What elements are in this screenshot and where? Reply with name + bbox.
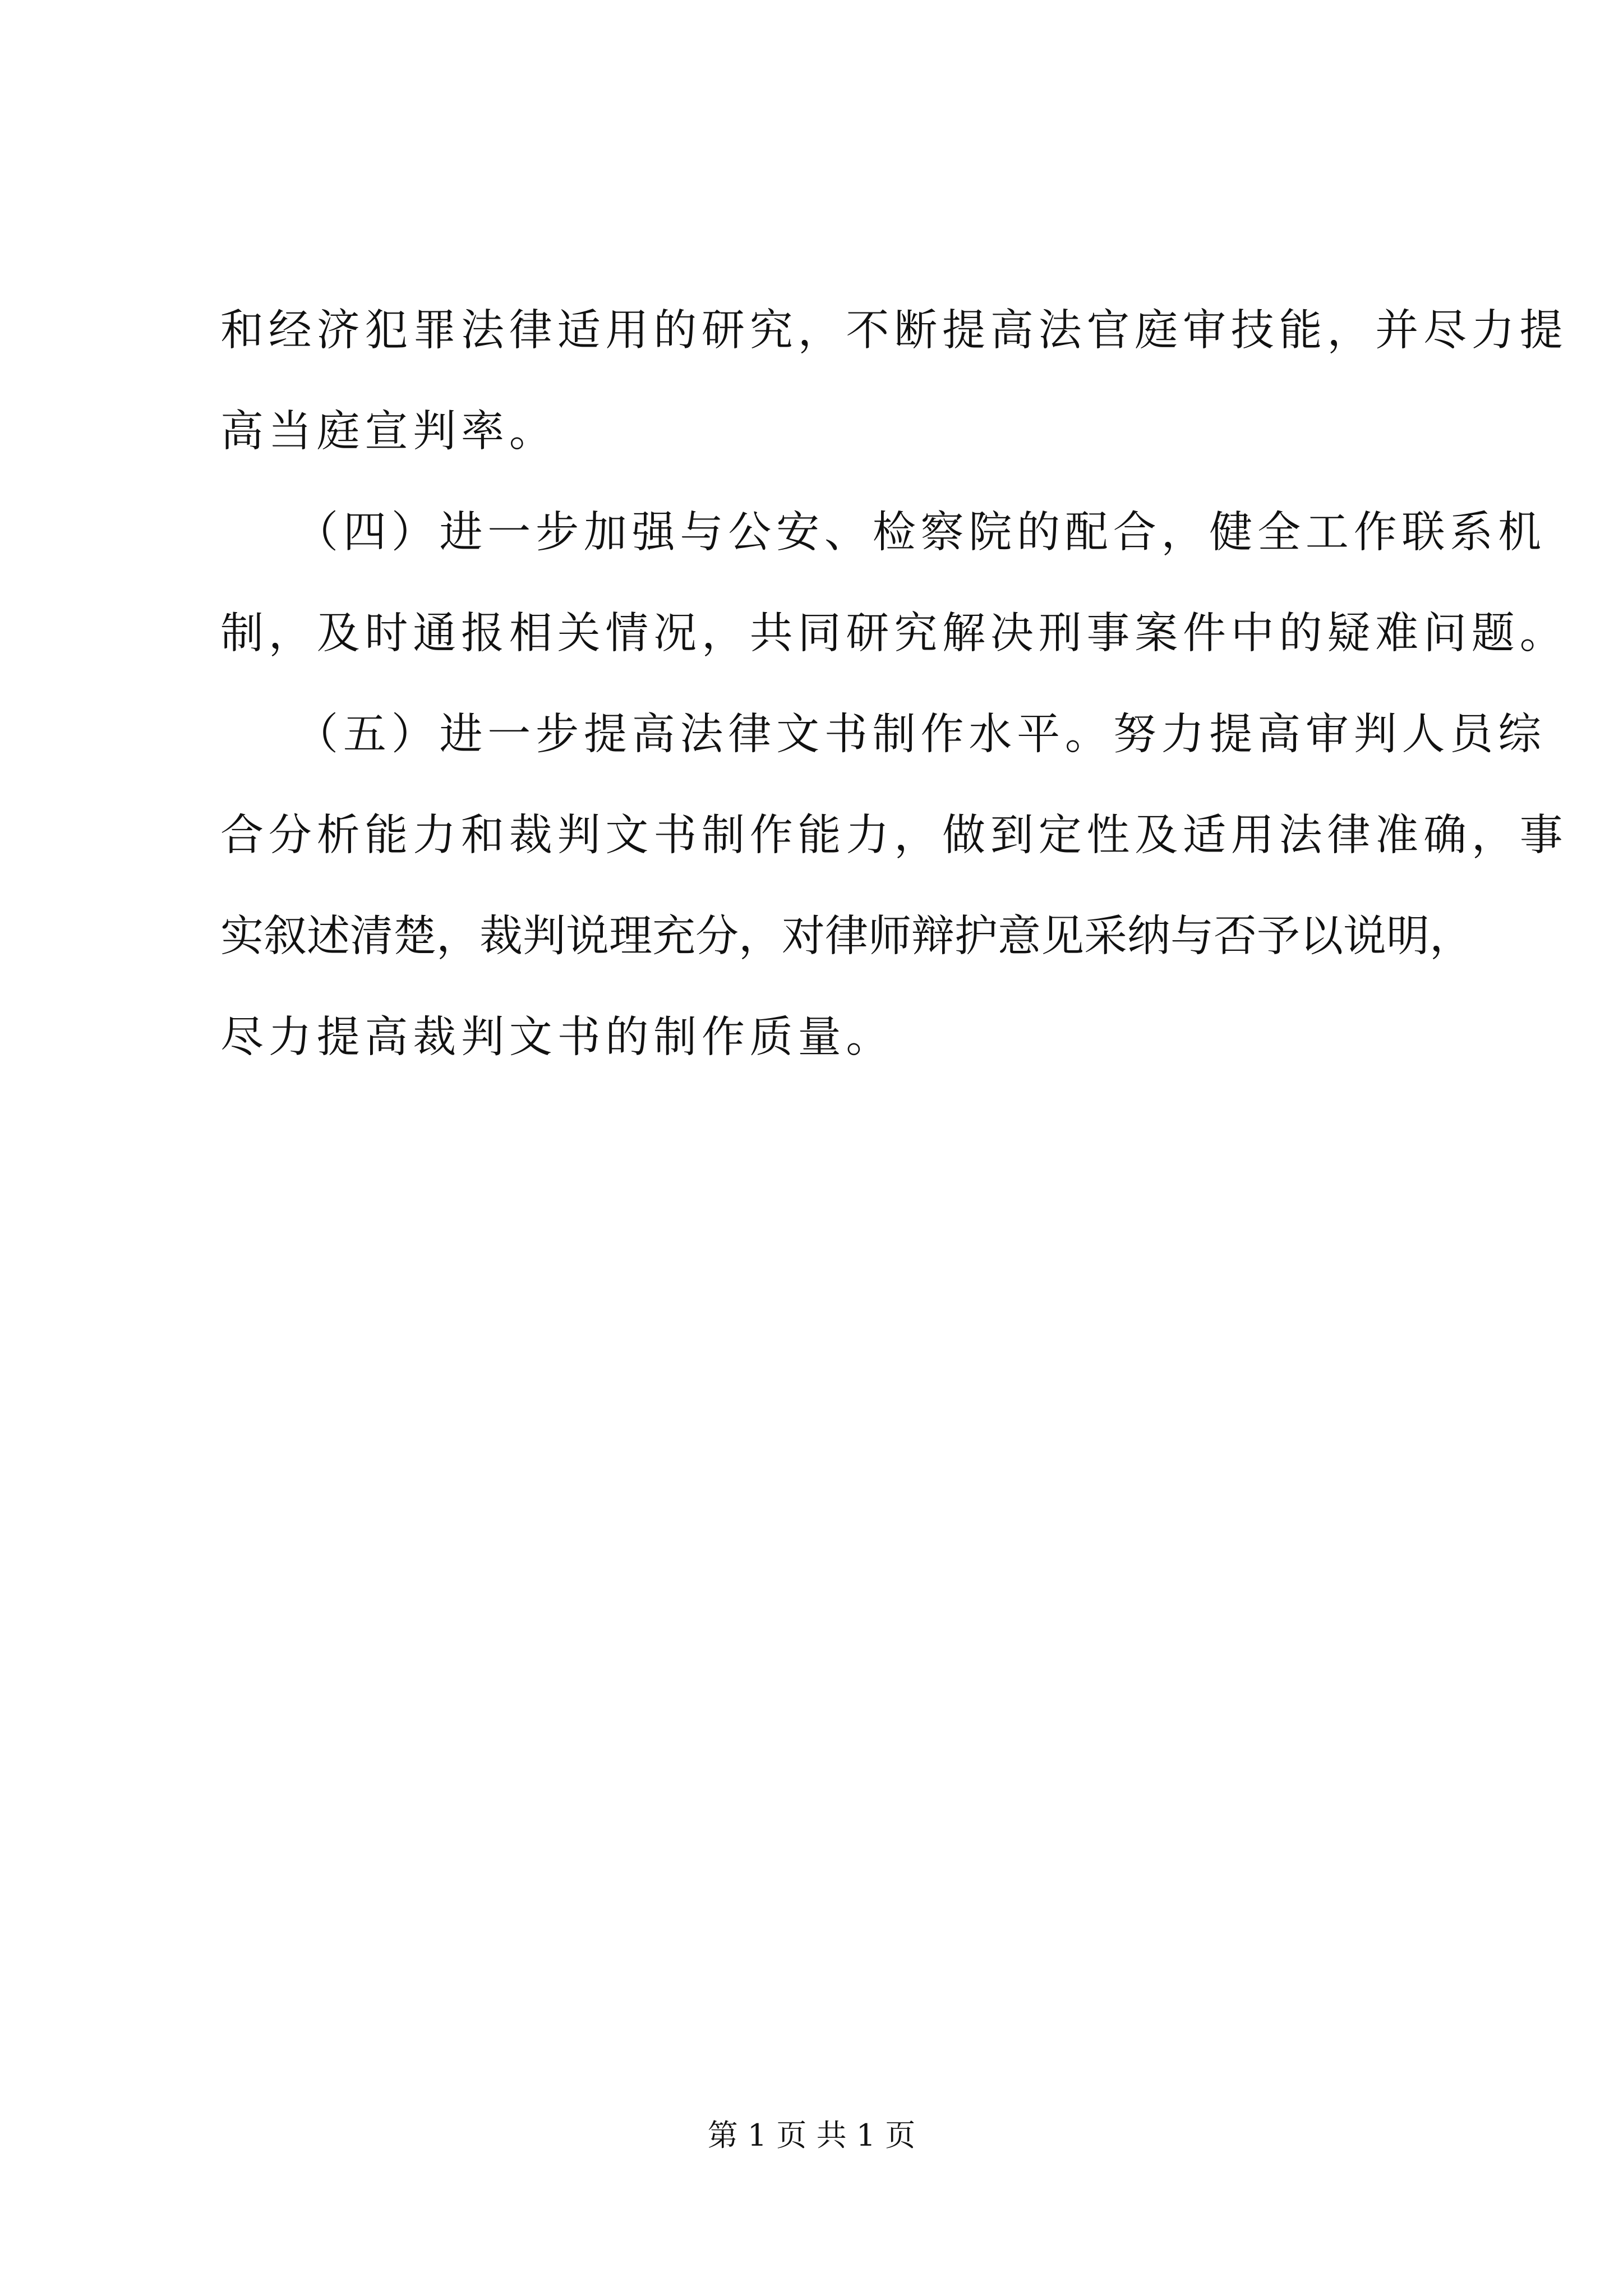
document-body <box>220 303 1568 1111</box>
text-line-8: 尽力提高裁判文书的制作质量。 <box>220 1013 895 1062</box>
text-line-2: 高当庭宣判率。 <box>220 407 557 457</box>
text-line-7: 实叙述清楚，裁判说理充分，对律师辩护意见采纳与否予以说明， <box>220 912 1473 961</box>
text-line-4: 制，及时通报相关情况，共同研究解决刑事案件中的疑难问题。 <box>220 609 1568 659</box>
page-number-footer: 第 1 页 共 1 页 <box>707 2118 916 2153</box>
text-line-5: （五）进一步提高法律文书制作水平。努力提高审判人员综 <box>220 710 1546 760</box>
text-line-1: 和经济犯罪法律适用的研究，不断提高法官庭审技能，并尽力提 <box>220 306 1568 356</box>
text-line-6: 合分析能力和裁判文书制作能力，做到定性及适用法律准确，事 <box>220 811 1568 861</box>
text-line-3: （四）进一步加强与公安、检察院的配合，健全工作联系机 <box>220 508 1546 558</box>
